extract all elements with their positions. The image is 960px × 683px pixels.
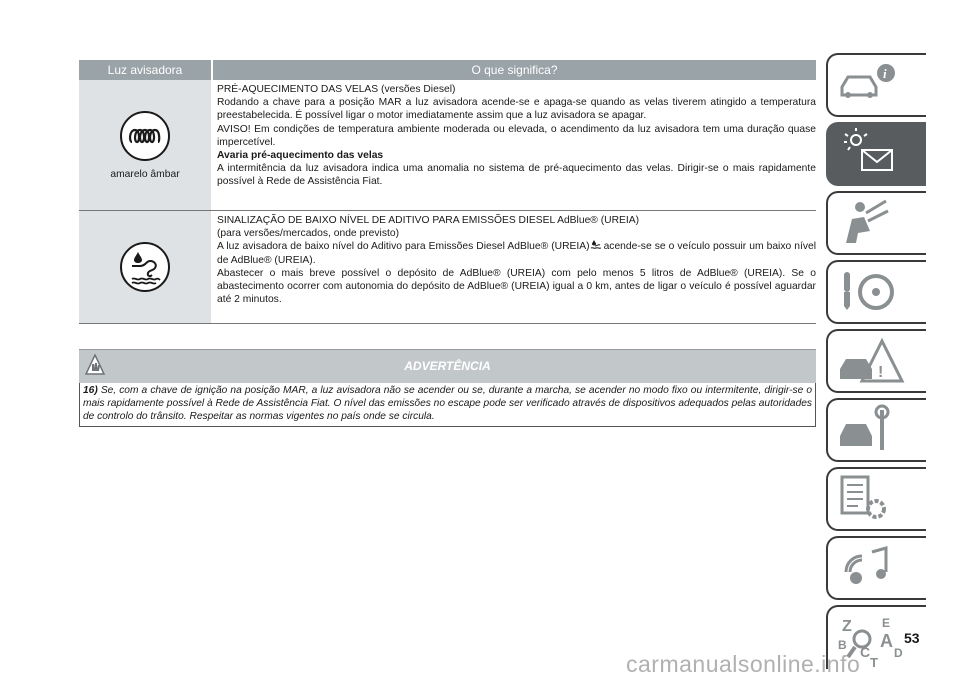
nav-tab-emergency[interactable]	[826, 329, 926, 393]
index-letter: D	[894, 646, 903, 660]
note-number: 16)	[83, 385, 98, 396]
index-letter: C	[860, 644, 871, 660]
row-title: SINALIZAÇÃO DE BAIXO NÍVEL DE ADITIVO PARA EMISSÕES DIESEL AdBlue® (UREIA)	[217, 215, 640, 226]
warning-header	[79, 349, 816, 383]
paragraph: Abastecer o mais breve possível o depósito de AdBlue® (UREIA) com pelo menos 5 litros de AdBlue® (UREIA). Se o abastecimento ocorrer com autonomia do depósito de AdBlue® (UREIA) igual a 0 km, antes de ligar o veículo é possível aguardar até 2 minutos.	[217, 267, 816, 306]
paragraph: A intermitência da luz avisadora indica uma anomalia no sistema de pré-aquecimento das velas. Dirigir-se o mais rapidamente possível à Rede de Assistência Fiat.	[217, 163, 816, 188]
table-row	[79, 80, 816, 211]
page-number: 53	[904, 630, 920, 646]
nav-tab-car-info[interactable]	[826, 53, 926, 117]
icon-caption: amarelo âmbar	[110, 168, 180, 180]
table-header	[79, 60, 816, 80]
paragraph-part: A luz avisadora de baixo nível do Aditivo para Emissões Diesel AdBlue® (UREIA)	[217, 241, 590, 253]
nav-tab-safety[interactable]	[826, 191, 926, 255]
index-letter: B	[838, 638, 847, 652]
adblue-icon	[120, 242, 170, 292]
svg-text:i: i	[883, 66, 887, 81]
watermark-text: carmanualsonline.info	[626, 651, 861, 677]
svg-text:!: !	[878, 364, 884, 381]
warning-title: ADVERTÊNCIA	[404, 359, 491, 373]
warning-lights-table	[79, 60, 816, 324]
description-cell	[213, 211, 816, 323]
paragraph-part: acende-se se o veículo possuir um baixo nível de AdBlue® (UREIA).	[217, 241, 816, 266]
index-letter: E	[882, 616, 891, 630]
nav-tab-starting-driving[interactable]	[826, 260, 926, 324]
warning-paragraph: Se, com a chave de ignição na posição MAR, a luz avisadora não se acender ou se, durante a marcha, se acender no modo fixo ou intermitente, dirigir-se o mais rapidamente possível à Rede de Assistência Fiat. O nível das emissões no escape pode ser verificado através de dispositivos adequados pelas autoridades de controlo do trânsito. Respeitar as normas vigentes no país onde se circula.	[83, 385, 813, 422]
paragraph: (para versões/mercados, onde previsto)	[217, 228, 399, 240]
table-row	[79, 211, 816, 324]
warning-text	[79, 383, 816, 427]
nav-tab-technical-data[interactable]	[826, 467, 926, 531]
icon-cell	[79, 211, 211, 323]
header-meaning: O que significa?	[213, 60, 816, 80]
index-letter: A	[880, 631, 893, 651]
index-letter: T	[870, 655, 878, 669]
header-warning-light: Luz avisadora	[79, 60, 211, 80]
nav-tab-multimedia[interactable]	[826, 536, 926, 600]
row-subtitle: Avaria pré-aquecimento das velas	[217, 150, 384, 162]
nav-tab-warning-lights[interactable]	[826, 122, 926, 186]
icon-cell	[79, 80, 211, 210]
nav-tab-maintenance[interactable]	[826, 398, 926, 462]
paragraph: AVISO! Em condições de temperatura ambiente moderada ou elevada, o acendimento da luz avisadora tem uma duração quase impercetível.	[217, 123, 816, 148]
row-title: PRÉ-AQUECIMENTO DAS VELAS (versões Diesel)	[217, 84, 456, 95]
paragraph	[217, 240, 816, 266]
index-letter: Z	[842, 618, 852, 635]
adblue-icon	[590, 240, 601, 250]
paragraph: Rodando a chave para a posição MAR a luz avisadora acende-se e apaga-se quando as velas tiverem atingido a temperatura preestabelecida. É possível ligar o motor imediatamente assim que a luz avisadora se apagar.	[217, 97, 816, 122]
warning-box	[79, 349, 816, 427]
description-cell	[213, 80, 816, 210]
glow-plug-icon	[120, 111, 170, 161]
